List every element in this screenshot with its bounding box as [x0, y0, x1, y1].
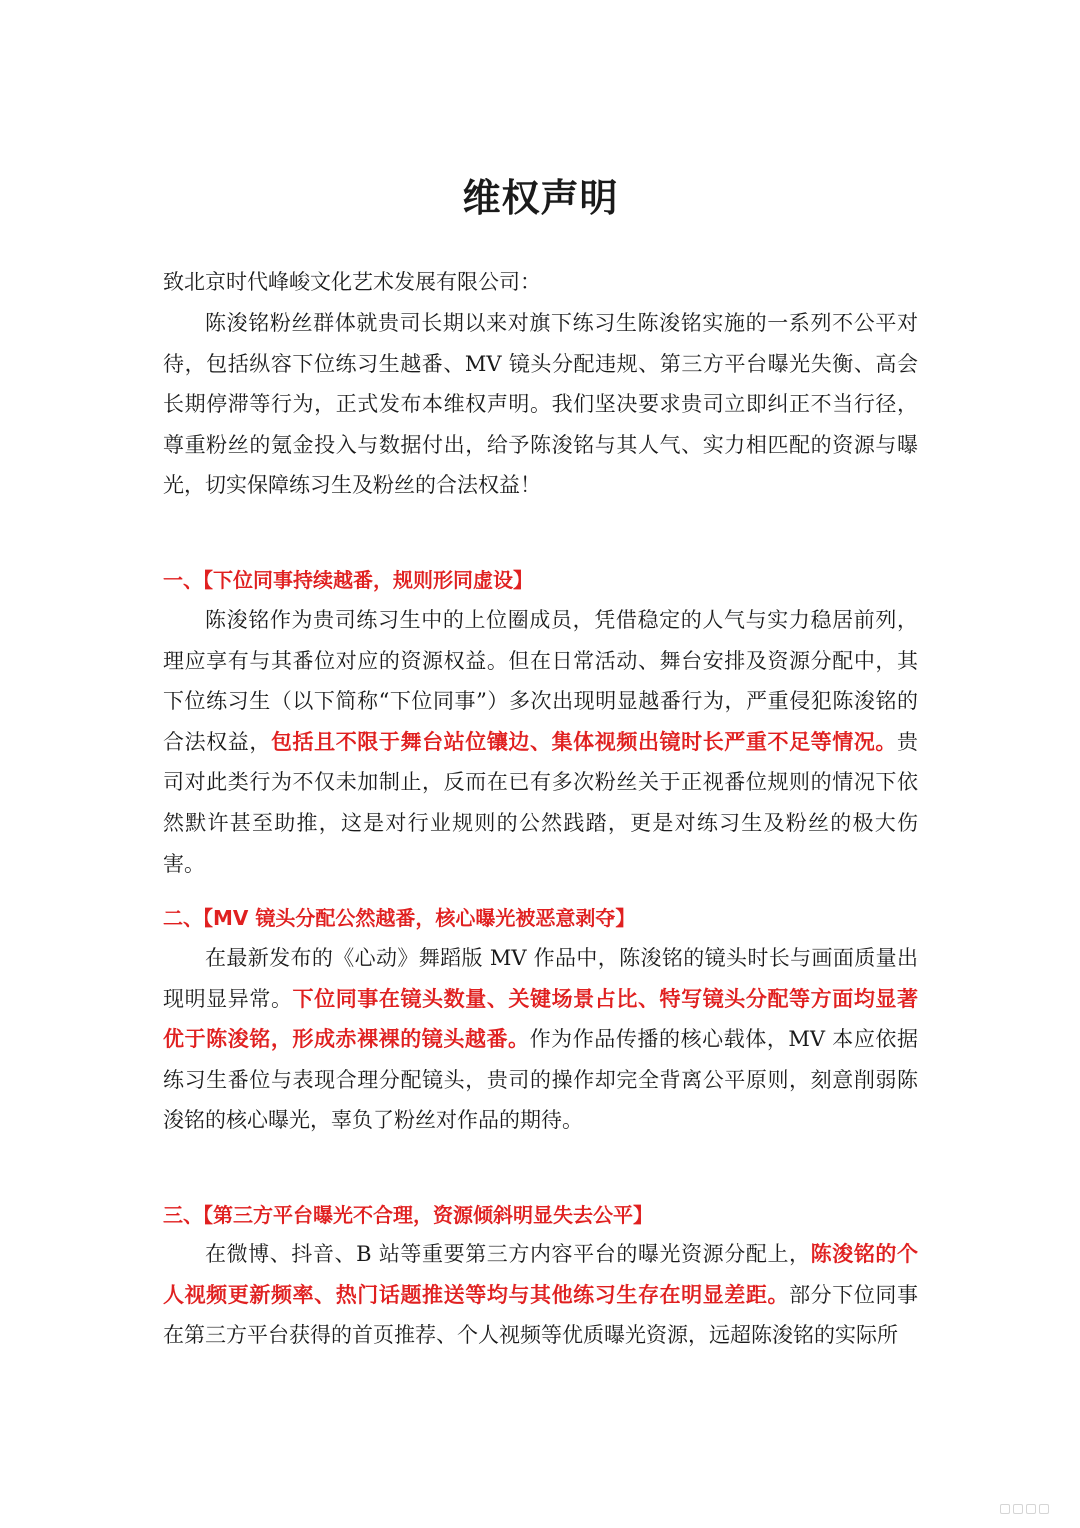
section-3-highlight: 陈浚铭的个人视频更新频率、热门话题推送等均与其他练习生存在明显差距。: [163, 1241, 919, 1307]
document-title: 维权声明: [462, 176, 619, 220]
section-2-body: [163, 938, 918, 1141]
section-2-heading: 二、【MV 镜头分配公然越番，核心曝光被恶意剥夺】: [163, 906, 636, 930]
section-2-text-after: 作为作品传播的核心载体，MV 本应依据练习生番位与表现合理分配镜头，贵司的操作却完全背离公平原则，刻意削弱陈浚铭的核心曝光，辜负了粉丝对作品的期待。: [163, 1027, 918, 1133]
section-3-text-after: 部分下位同事在第三方平台获得的首页推荐、个人视频等优质曝光资源，远超陈浚铭的实际所: [163, 1282, 919, 1348]
section-3-heading: 三、【第三方平台曝光不合理，资源倾斜明显失去公平】: [163, 1203, 653, 1227]
section-2-paragraph: [163, 938, 918, 1141]
section-1-text-before: 陈浚铭作为贵司练习生中的上位圈成员，凭借稳定的人气与实力稳居前列，理应享有与其番位对应的资源权益。但在日常活动、舞台安排及资源分配中，其下位练习生（以下简称“下位同事”）多次出现明显越番行为，严重侵犯陈浚铭的合法权益，: [163, 608, 918, 754]
watermark-mark: [1000, 1504, 1010, 1514]
section-3-body: [163, 1234, 918, 1356]
section-1-paragraph: [163, 600, 918, 884]
watermark-icon: [1000, 1504, 1058, 1516]
section-3-heading-block: [163, 1195, 918, 1235]
section-1-highlight: 包括且不限于舞台站位镶边、集体视频出镜时长严重不足等情况。: [270, 728, 898, 754]
section-3-paragraph: [163, 1234, 918, 1356]
section-1-heading-block: [163, 560, 918, 600]
section-2-heading-block: [163, 898, 918, 938]
intro-section: [163, 303, 918, 506]
section-1-body: [163, 600, 918, 884]
watermark-mark: [1039, 1504, 1049, 1514]
salutation: 致北京时代峰峻文化艺术发展有限公司：: [163, 270, 541, 294]
watermark-mark: [1026, 1504, 1036, 1514]
intro-paragraph: 陈浚铭粉丝群体就贵司长期以来对旗下练习生陈浚铭实施的一系列不公平对待，包括纵容下位练习生越番、MV 镜头分配违规、第三方平台曝光失衡、高会长期停滞等行为，正式发布本维权声明。我们坚决要求贵司立即纠正不当行径，尊重粉丝的氪金投入与数据付出，给予陈浚铭与其人气、实力相匹配的资源与曝光，切实保障练习生及粉丝的合法权益！: [163, 311, 918, 498]
section-2-text-before: 在最新发布的《心动》舞蹈版 MV 作品中，陈浚铭的镜头时长与画面质量出现明显异常。: [163, 946, 918, 1011]
section-2-highlight: 下位同事在镜头数量、关键场景占比、特写镜头分配等方面均显著优于陈浚铭，形成赤裸裸的镜头越番。: [163, 985, 918, 1052]
section-3-text-before: 在微博、抖音、B 站等重要第三方内容平台的曝光资源分配上，: [205, 1242, 811, 1266]
watermark-mark: [1013, 1504, 1023, 1514]
section-1-text-after: 贵司对此类行为不仅未加制止，反而在已有多次粉丝关于正视番位规则的情况下依然默许甚至助推，这是对行业规则的公然践踏，更是对练习生及粉丝的极大伤害。: [163, 729, 919, 876]
section-1-heading: 一、【下位同事持续越番，规则形同虚设】: [163, 568, 533, 592]
